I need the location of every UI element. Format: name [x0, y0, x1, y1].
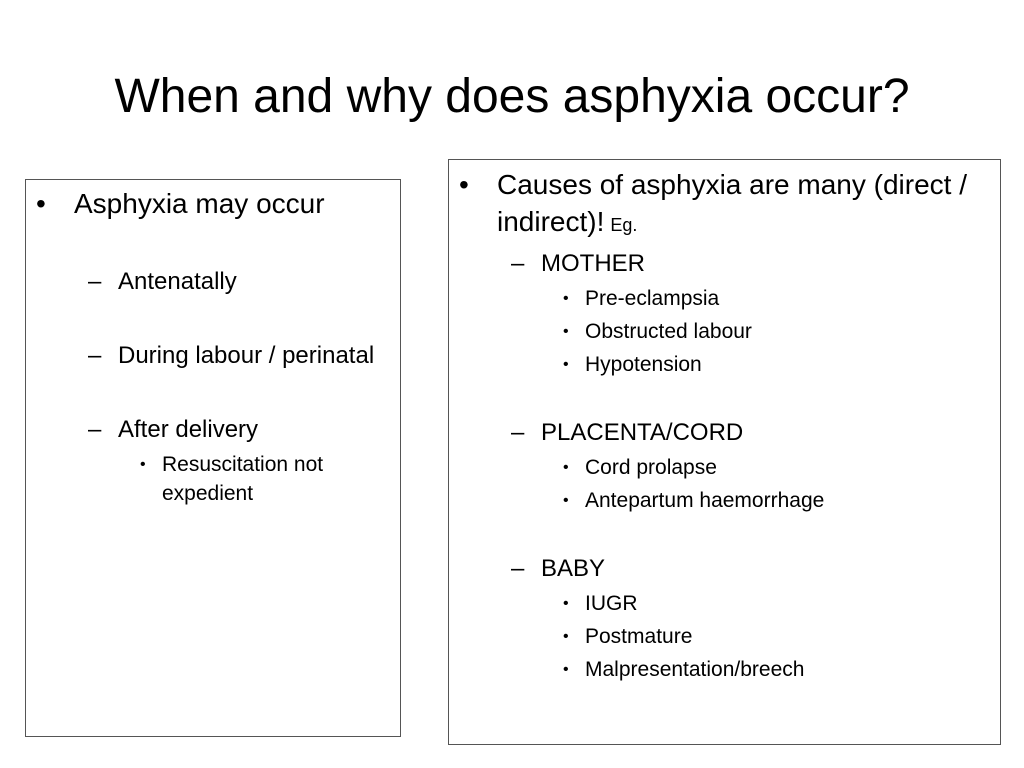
list-subitem: [541, 453, 1000, 482]
list-subitem-label: Pre-eclampsia: [585, 287, 720, 310]
left-content-box: [25, 179, 401, 737]
dash-marker: –: [88, 342, 102, 369]
right-content-box: [448, 159, 1001, 745]
right-bullet-list: [449, 166, 1000, 684]
left-bullet-list: [26, 185, 400, 508]
bullet-marker: •: [563, 290, 569, 307]
list-subitem-label: Antepartum haemorrhage: [585, 489, 825, 512]
dash-marker: –: [511, 555, 525, 582]
group-label: MOTHER: [541, 250, 645, 277]
list-item-label: During labour / perinatal: [118, 342, 375, 369]
list-item-label: Antenatally: [118, 268, 237, 295]
right-heading-text: Causes of asphyxia are many (direct / indirect)!: [497, 169, 967, 237]
left-heading-text: Asphyxia may occur: [74, 188, 325, 219]
bullet-marker: •: [563, 459, 569, 476]
bullet-marker: •: [140, 456, 146, 473]
bullet-marker: •: [563, 356, 569, 373]
list-subitem: [541, 589, 1000, 618]
list-subitem: [541, 284, 1000, 313]
bullet-marker: •: [563, 628, 569, 645]
bullet-marker: •: [563, 323, 569, 340]
list-subitem-label: Hypotension: [585, 353, 702, 376]
list-item-label: After delivery: [118, 416, 259, 443]
list-subitem: [541, 486, 1000, 515]
dash-marker: –: [511, 250, 525, 277]
group-baby: [497, 553, 1000, 585]
list-subitem-label: Malpresentation/breech: [585, 658, 805, 681]
group-placenta-cord: [497, 417, 1000, 449]
heading-note: Eg.: [610, 215, 638, 235]
group-label: BABY: [541, 555, 606, 582]
bullet-marker: •: [563, 661, 569, 678]
bullet-marker: •: [563, 492, 569, 509]
list-subitem-resuscitation: [118, 450, 400, 508]
list-item-antenatally: [74, 266, 400, 298]
bullet-marker: •: [459, 169, 469, 200]
dash-marker: –: [511, 419, 525, 446]
slide-title: When and why does asphyxia occur?: [114, 70, 910, 123]
bullet-marker: •: [563, 595, 569, 612]
dash-marker: –: [88, 268, 102, 295]
list-subitem-label: Obstructed labour: [585, 320, 752, 343]
list-subitem-label: Cord prolapse: [585, 456, 717, 479]
list-subitem: [541, 317, 1000, 346]
list-subitem-label: Postmature: [585, 625, 693, 648]
list-item-after-delivery: [74, 414, 400, 446]
list-item-during-labour: [74, 340, 400, 372]
list-subitem-label: IUGR: [585, 592, 638, 615]
right-heading-item: [449, 166, 1000, 244]
list-subitem: [541, 350, 1000, 379]
dash-marker: –: [88, 416, 102, 443]
left-heading-item: [26, 185, 400, 222]
list-subitem: [541, 622, 1000, 651]
group-label: PLACENTA/CORD: [541, 419, 744, 446]
list-subitem-label: Resuscitation not expedient: [162, 453, 324, 505]
list-subitem: [541, 655, 1000, 684]
group-mother: [497, 248, 1000, 280]
bullet-marker: •: [36, 188, 46, 219]
